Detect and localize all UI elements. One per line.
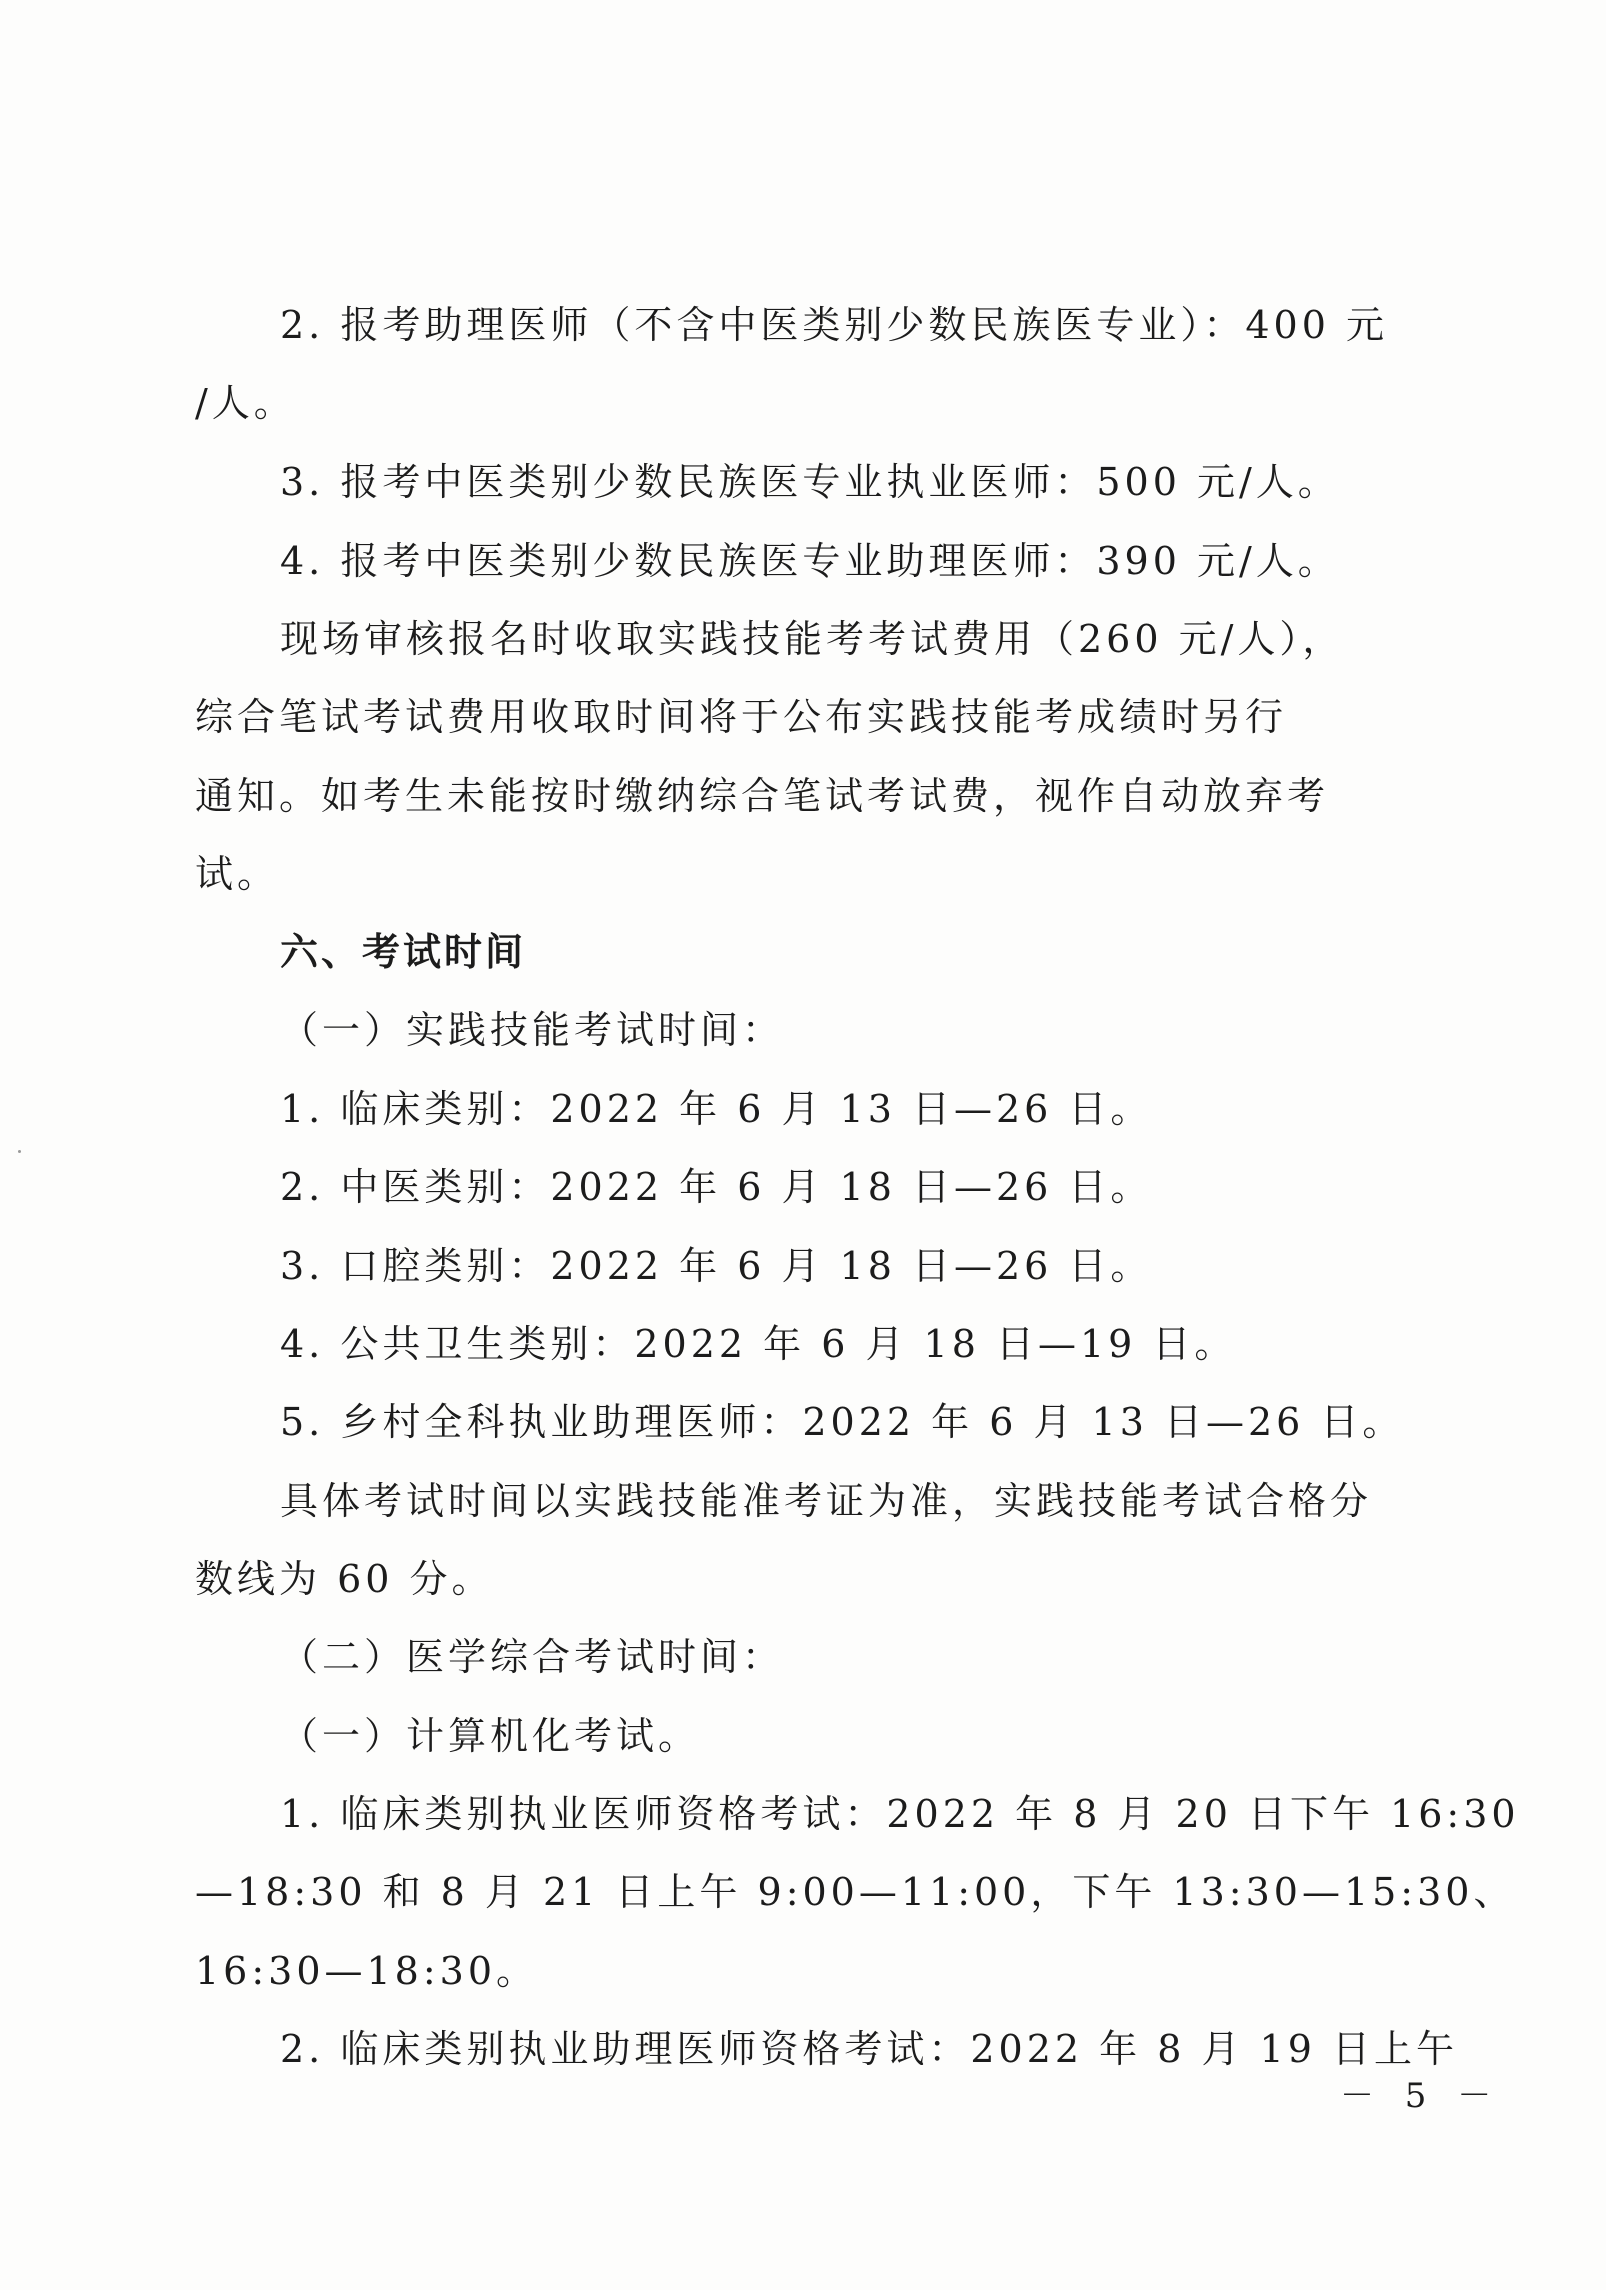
paragraph-fee-ethnic-practitioner: 3. 报考中医类别少数民族医专业执业医师：500 元/人。: [280, 460, 1340, 504]
scan-speck: [18, 1150, 21, 1153]
subheading-computer-exam: （一）计算机化考试。: [280, 1714, 701, 1758]
list-item-dental: 3. 口腔类别：2022 年 6 月 18 日—26 日。: [280, 1244, 1153, 1288]
list-item-clinical: 1. 临床类别：2022 年 6 月 13 日—26 日。: [280, 1087, 1153, 1131]
paragraph-notice-end: 试。: [195, 852, 280, 896]
list-item-rural-general: 5. 乡村全科执业助理医师：2022 年 6 月 13 日—26 日。: [280, 1400, 1405, 1444]
list-item-tcm: 2. 中医类别：2022 年 6 月 18 日—26 日。: [280, 1165, 1153, 1209]
paragraph-clinical-assistant-exam: 2. 临床类别执业助理医师资格考试：2022 年 8 月 19 日上午: [280, 2027, 1458, 2071]
paragraph-clinical-practitioner-exam-end: 16:30—18:30。: [195, 1949, 539, 1993]
paragraph-passing-score: 具体考试时间以实践技能准考证为准，实践技能考试合格分: [280, 1479, 1373, 1523]
list-item-public-health: 4. 公共卫生类别：2022 年 6 月 18 日—19 日。: [280, 1322, 1237, 1366]
paragraph-fee-ethnic-assistant: 4. 报考中医类别少数民族医专业助理医师：390 元/人。: [280, 539, 1340, 583]
paragraph-fee-assistant: 2. 报考助理医师（不含中医类别少数民族医专业）：400 元: [280, 303, 1388, 347]
subheading-practical-time: （一）实践技能考试时间：: [280, 1008, 785, 1052]
subheading-comprehensive-time: （二）医学综合考试时间：: [280, 1635, 785, 1679]
paragraph-fee-assistant-cont: /人。: [195, 381, 296, 425]
paragraph-clinical-practitioner-exam-cont: —18:30 和 8 月 21 日上午 9:00—11:00，下午 13:30—15:30、: [195, 1870, 1516, 1914]
page-number: － 5 －: [1340, 2076, 1502, 2116]
paragraph-notice: 通知。如考生未能按时缴纳综合笔试考试费，视作自动放弃考: [195, 774, 1330, 818]
paragraph-clinical-practitioner-exam: 1. 临床类别执业医师资格考试：2022 年 8 月 20 日下午 16:30: [280, 1792, 1520, 1836]
paragraph-passing-score-cont: 数线为 60 分。: [195, 1557, 494, 1601]
paragraph-practical-fee: 现场审核报名时收取实践技能考考试费用（260 元/人），: [280, 617, 1345, 661]
section-heading-exam-time: 六、考试时间: [280, 930, 527, 974]
paragraph-written-fee: 综合笔试考试费用收取时间将于公布实践技能考成绩时另行: [195, 695, 1288, 739]
